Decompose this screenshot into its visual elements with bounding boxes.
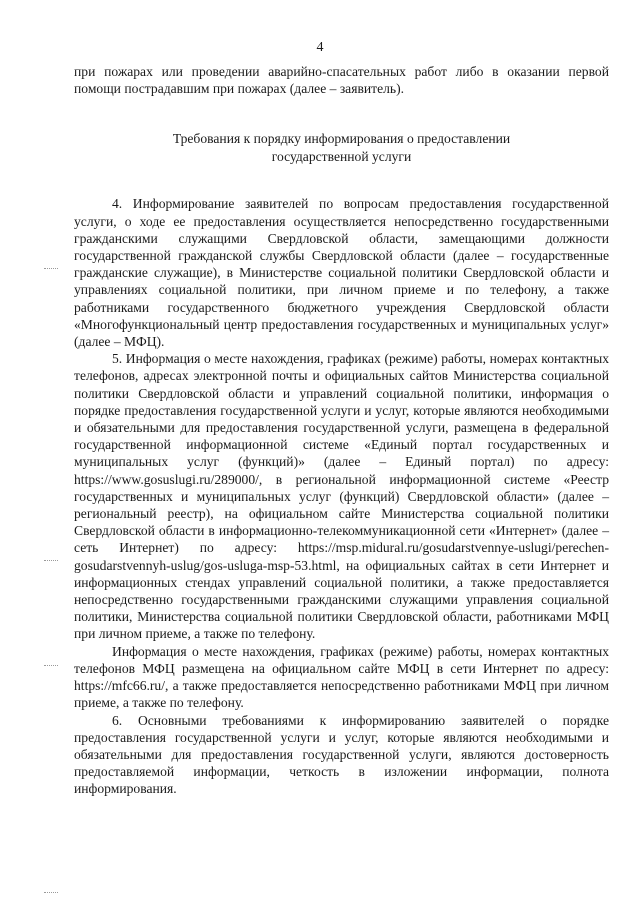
paragraph-5: 5. Информация о месте нахождения, графиках (режиме) работы, номерах контактных телефонов, адресах электронной почты и официальных сайтов Министерства социальной политики Свердловской области и управлений социальной политики, информация о порядке предоставления государственной услуги и услуг, которые являются необходимыми и обязательными для предоставления государственной услуги, размещена в федеральной государственной информационной системе «Единый портал государственных и муниципальных услуг (функций)» (далее – Единый портал) по адресу: https://www.gosuslugi.ru/289000/, в региональной информационной системе «Реестр государственных и муниципальных услуг (функций) Свердловской области» (далее – региональный реестр), на официальном сайте Министерства социальной политики Свердловской области в информационно-телекоммуникационной сети «Интернет» (далее – сеть Интернет) по адресу: https://msp.midural.ru/gosudarstvennye-uslugi/perechen-gosudarstvennyh-uslug/gos-usluga-msp-53.html, на официальных сайтах в сети Интернет и информационных стендах управлений социальной политики, а также предоставляется непосредственно государственными гражданскими служащими управления социальной политики, Министерства социальной политики Свердловской области, работниками МФЦ при личном приеме, а также по телефону. xyxy=(74,351,609,642)
margin-mark xyxy=(44,268,58,270)
document-body xyxy=(74,63,609,798)
section-heading xyxy=(74,130,609,166)
margin-mark xyxy=(44,892,58,894)
paragraph-6: 6. Основными требованиями к информированию заявителей о порядке предоставления государственной услуги и услуг, которые являются необходимыми и обязательными для предоставления государственной услуги, являются достоверность предоставляемой информации, четкость в изложении информации, полнота информирования. xyxy=(74,712,609,797)
margin-mark xyxy=(44,665,58,667)
paragraph-mfc-info: Информация о месте нахождения, графиках (режиме) работы, номерах контактных телефонов МФЦ размещена на официальном сайте МФЦ в сети Интернет по адресу: https://mfc66.ru/, а также предоставляется непосредственно работниками МФЦ при личном приеме, а также по телефону. xyxy=(74,643,609,711)
margin-mark xyxy=(44,560,58,562)
continuation-paragraph: при пожарах или проведении аварийно-спасательных работ либо в оказании первой помощи пострадавшим при пожарах (далее – заявитель). xyxy=(74,64,609,97)
section-heading-line-1: Требования к порядку информирования о предоставлении xyxy=(172,131,511,147)
page-number: 4 xyxy=(316,40,324,55)
paragraph-4: 4. Информирование заявителей по вопросам предоставления государственной услуги, о ходе ее предоставления осуществляется непосредственно государственными гражданскими служащими Свердловской области, замещающими должности государственной гражданской службы Свердловской области (далее – государственные гражданские служащие), в Министерстве социальной политики Свердловской области и управлениях социальной политики, при личном приеме и по телефону, а также работниками государственного бюджетного учреждения Свердловской области «Многофункциональный центр предоставления государственных и муниципальных услуг» (далее – МФЦ). xyxy=(74,196,609,350)
section-heading-line-2: государственной услуги xyxy=(271,149,412,165)
